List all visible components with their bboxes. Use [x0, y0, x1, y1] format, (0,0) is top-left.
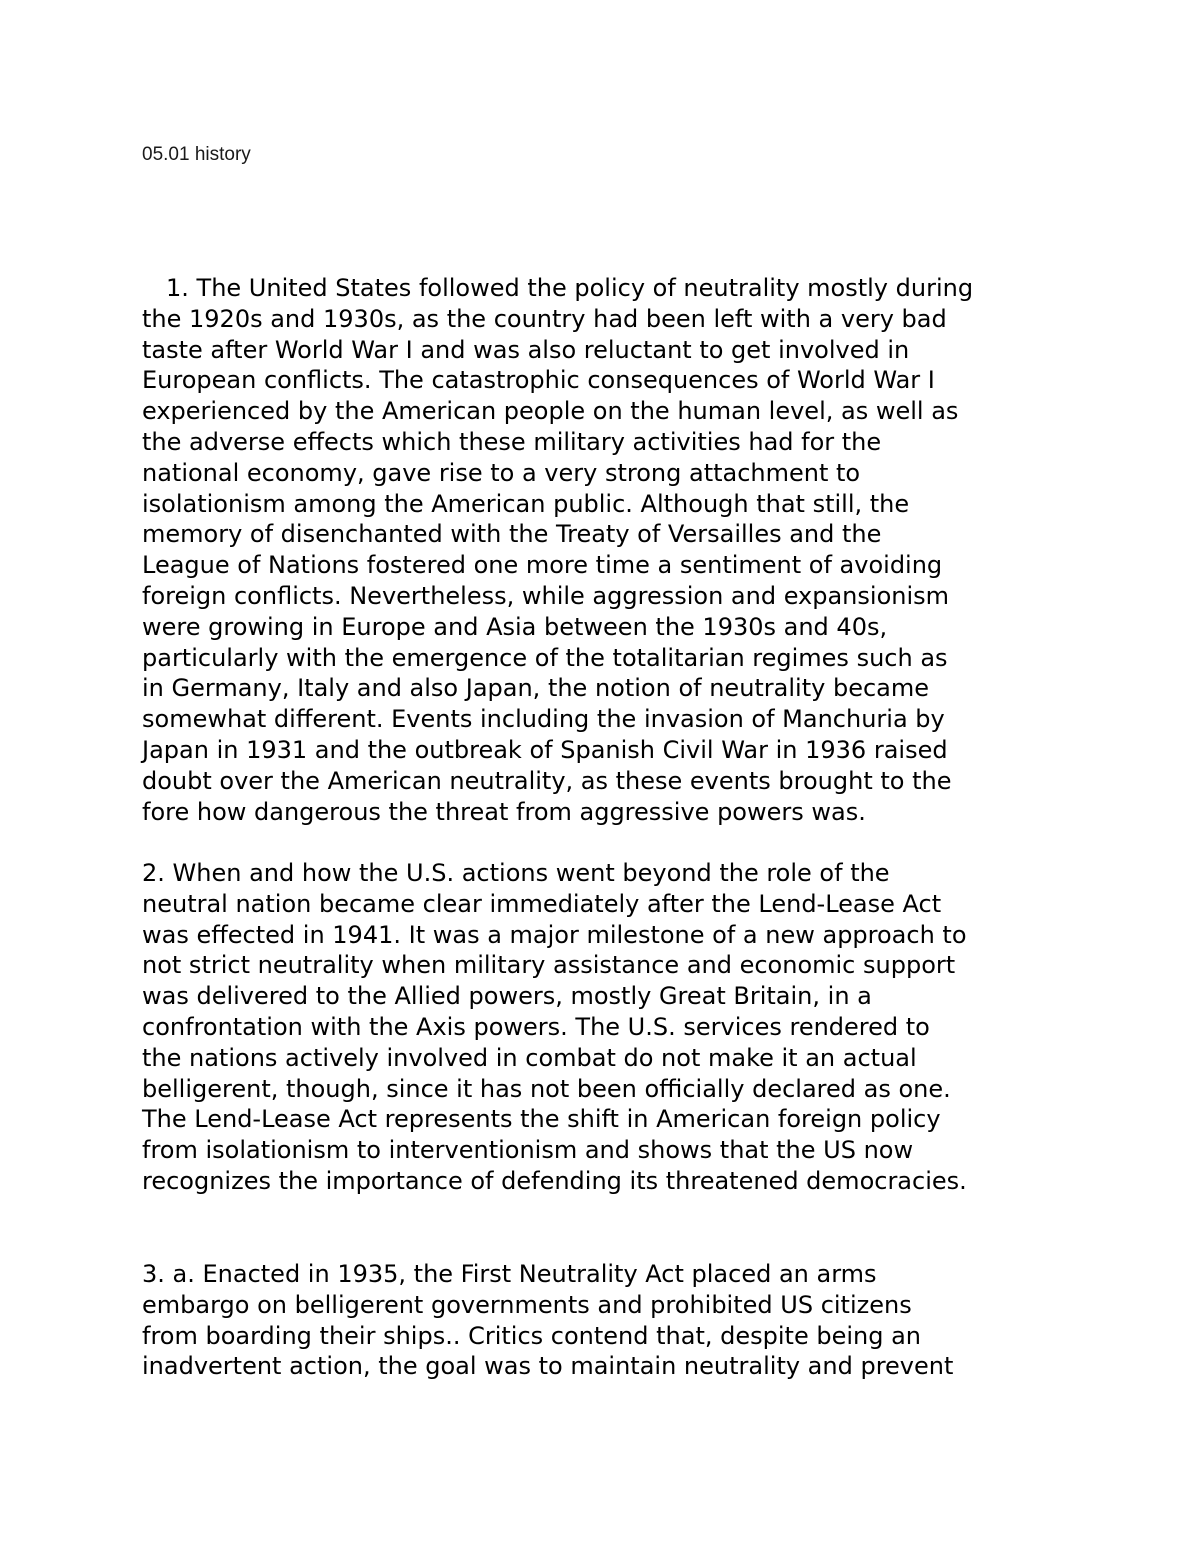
- paragraph-line: recognizes the importance of defending its threatened democracies.: [142, 1166, 967, 1195]
- paragraph-line: European conflicts. The catastrophic consequences of World War I: [142, 366, 935, 395]
- paragraph-line: 2. When and how the U.S. actions went beyond the role of the: [142, 859, 890, 887]
- paragraph-line: isolationism among the American public. Although that still, the: [142, 489, 910, 518]
- paragraph-line: particularly with the emergence of the totalitarian regimes such as: [142, 643, 948, 672]
- paragraph-line: not strict neutrality when military assistance and economic support: [142, 951, 956, 980]
- paragraph-line: taste after World War I and was also reluctant to get involved in: [142, 335, 910, 364]
- paragraph-line: from boarding their ships.. Critics contend that, despite being an: [142, 1321, 921, 1350]
- paragraph-line: 1. The United States followed the policy of neutrality mostly during: [166, 274, 974, 302]
- paragraph-line: embargo on belligerent governments and prohibited US citizens: [142, 1290, 912, 1319]
- paragraph-line: memory of disenchanted with the Treaty of Versailles and the: [142, 520, 882, 549]
- paragraph-line: the nations actively involved in combat do not make it an actual: [142, 1043, 917, 1072]
- paragraph-3: [142, 1259, 1142, 1382]
- paragraph-line: confrontation with the Axis powers. The U.S. services rendered to: [142, 1012, 930, 1041]
- paragraph-line: The Lend-Lease Act represents the shift in American foreign policy: [142, 1105, 941, 1134]
- paragraph-line: neutral nation became clear immediately after the Lend-Lease Act: [142, 889, 942, 918]
- paragraph-line: doubt over the American neutrality, as these events brought to the: [142, 766, 952, 795]
- paragraph-line: League of Nations fostered one more time a sentiment of avoiding: [142, 551, 943, 580]
- paragraph-1: [142, 273, 1142, 827]
- paragraph-line: 3. a. Enacted in 1935, the First Neutrality Act placed an arms: [142, 1260, 877, 1288]
- paragraph-line: fore how dangerous the threat from aggressive powers was.: [142, 797, 866, 826]
- paragraph-line: the adverse effects which these military activities had for the: [142, 427, 882, 456]
- document-header: 05.01 history: [142, 144, 251, 165]
- paragraph-line: somewhat different. Events including the invasion of Manchuria by: [142, 705, 945, 734]
- paragraph-line: foreign conflicts. Nevertheless, while aggression and expansionism: [142, 581, 950, 610]
- paragraph-line: was delivered to the Allied powers, mostly Great Britain, in a: [142, 982, 872, 1011]
- paragraph-line: in Germany, Italy and also Japan, the notion of neutrality became: [142, 674, 930, 703]
- paragraph-line: the 1920s and 1930s, as the country had been left with a very bad: [142, 304, 947, 333]
- paragraph-line: was effected in 1941. It was a major milestone of a new approach to: [142, 920, 967, 949]
- paragraph-line: Japan in 1931 and the outbreak of Spanish Civil War in 1936 raised: [142, 735, 948, 764]
- paragraph-line: from isolationism to interventionism and shows that the US now: [142, 1136, 914, 1165]
- paragraph-2: [142, 858, 1142, 1197]
- paragraph-line: inadvertent action, the goal was to maintain neutrality and prevent: [142, 1352, 954, 1381]
- paragraph-line: experienced by the American people on the human level, as well as: [142, 397, 959, 426]
- paragraph-line: national economy, gave rise to a very strong attachment to: [142, 458, 861, 487]
- paragraph-line: belligerent, though, since it has not been officially declared as one.: [142, 1074, 951, 1103]
- paragraph-line: were growing in Europe and Asia between the 1930s and 40s,: [142, 612, 888, 641]
